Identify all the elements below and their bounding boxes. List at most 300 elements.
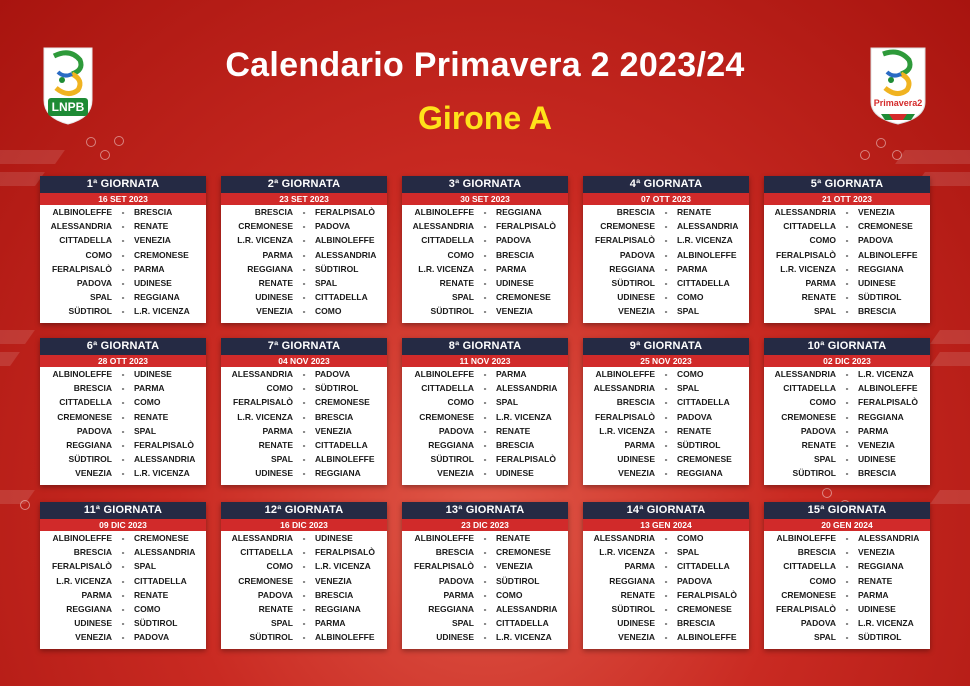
- away-team: VENEZIA: [315, 425, 352, 436]
- match-row: [583, 290, 749, 304]
- match-row: [221, 438, 387, 452]
- match-row: [583, 602, 749, 616]
- match-separator: -: [845, 603, 849, 614]
- match-separator: -: [845, 411, 849, 422]
- home-team: ALESSANDRIA: [593, 383, 655, 394]
- match-separator: -: [483, 397, 487, 408]
- home-team: ALESSANDRIA: [50, 221, 112, 232]
- home-team: PADOVA: [257, 589, 293, 600]
- home-team: SPAL: [813, 632, 836, 643]
- match-separator: -: [845, 249, 849, 260]
- home-team: FERALPISALÒ: [776, 249, 836, 260]
- match-separator: -: [664, 618, 668, 629]
- home-team: L.R. VICENZA: [599, 425, 655, 436]
- home-team: PADOVA: [438, 425, 474, 436]
- away-team: ALBINOLEFFE: [677, 249, 737, 260]
- match-separator: -: [483, 561, 487, 572]
- home-team: VENEZIA: [618, 632, 655, 643]
- match-row: [583, 616, 749, 630]
- home-team: BRESCIA: [797, 547, 836, 558]
- match-separator: -: [664, 292, 668, 303]
- away-team: VENEZIA: [858, 207, 895, 217]
- match-separator: -: [483, 235, 487, 246]
- match-separator: -: [845, 306, 849, 317]
- away-team: FERALPISALÒ: [496, 454, 556, 465]
- match-row: [402, 262, 568, 276]
- round-title: 1ª GIORNATA: [40, 176, 206, 193]
- away-team: BRESCIA: [134, 207, 173, 217]
- away-team: PARMA: [315, 618, 346, 629]
- round-title: 7ª GIORNATA: [221, 338, 387, 355]
- match-row: [221, 276, 387, 290]
- away-team: L.R. VICENZA: [677, 235, 733, 246]
- home-team: SÜDTIROL: [68, 454, 112, 465]
- home-team: COMO: [447, 397, 474, 408]
- match-separator: -: [483, 306, 487, 317]
- home-team: RENATE: [801, 439, 836, 450]
- round-date: 23 SET 2023: [221, 193, 387, 205]
- home-team: PARMA: [81, 589, 112, 600]
- match-separator: -: [121, 221, 125, 232]
- match-row: [764, 233, 930, 247]
- match-row: [402, 395, 568, 409]
- home-team: CITTADELLA: [783, 221, 836, 232]
- away-team: ALESSANDRIA: [315, 249, 377, 260]
- away-team: ALBINOLEFFE: [858, 383, 918, 394]
- match-row: [583, 248, 749, 262]
- match-row: [402, 290, 568, 304]
- match-separator: -: [483, 618, 487, 629]
- match-row: [402, 233, 568, 247]
- away-team: RENATE: [496, 425, 531, 436]
- round-card: [764, 338, 930, 485]
- round-title: 15ª GIORNATA: [764, 502, 930, 519]
- home-team: REGGIANA: [609, 263, 655, 274]
- page-subtitle: Girone A: [418, 100, 552, 136]
- match-row: [583, 531, 749, 545]
- home-team: SPAL: [89, 292, 112, 303]
- round-date: 13 GEN 2024: [583, 519, 749, 531]
- home-team: CITTADELLA: [421, 383, 474, 394]
- away-team: CITTADELLA: [496, 618, 549, 629]
- match-row: [221, 466, 387, 480]
- match-row: [40, 452, 206, 466]
- away-team: FERALPISALÒ: [134, 439, 194, 450]
- home-team: UDINESE: [617, 454, 655, 465]
- page-title: Calendario Primavera 2 2023/24: [225, 46, 745, 84]
- home-team: BRESCIA: [254, 207, 293, 217]
- match-row: [221, 248, 387, 262]
- home-team: UDINESE: [436, 632, 474, 643]
- match-separator: -: [664, 207, 668, 217]
- round-date: 30 SET 2023: [402, 193, 568, 205]
- home-team: FERALPISALÒ: [233, 397, 293, 408]
- match-row: [764, 452, 930, 466]
- match-separator: -: [664, 397, 668, 408]
- match-separator: -: [483, 603, 487, 614]
- match-separator: -: [121, 454, 125, 465]
- away-team: RENATE: [134, 221, 169, 232]
- match-separator: -: [302, 235, 306, 246]
- match-separator: -: [845, 221, 849, 232]
- schedule-grid: [40, 176, 935, 651]
- round-date: 25 NOV 2023: [583, 355, 749, 367]
- round-date: 11 NOV 2023: [402, 355, 568, 367]
- match-separator: -: [302, 468, 306, 479]
- match-separator: -: [302, 589, 306, 600]
- home-team: ALBINOLEFFE: [595, 369, 655, 379]
- away-team: PARMA: [134, 383, 165, 394]
- home-team: PADOVA: [800, 618, 836, 629]
- away-team: CREMONESE: [134, 249, 189, 260]
- match-separator: -: [121, 618, 125, 629]
- match-separator: -: [845, 632, 849, 643]
- home-team: SPAL: [813, 306, 836, 317]
- round-card: [583, 176, 749, 323]
- home-team: VENEZIA: [256, 306, 293, 317]
- match-row: [583, 424, 749, 438]
- home-team: L.R. VICENZA: [418, 263, 474, 274]
- match-separator: -: [302, 221, 306, 232]
- match-separator: -: [845, 561, 849, 572]
- match-row: [583, 559, 749, 573]
- away-team: SÜDTIROL: [496, 575, 540, 586]
- match-row: [402, 616, 568, 630]
- home-team: ALESSANDRIA: [412, 221, 474, 232]
- match-separator: -: [845, 292, 849, 303]
- away-team: UDINESE: [496, 277, 534, 288]
- away-team: ALESSANDRIA: [496, 383, 558, 394]
- away-team: COMO: [134, 603, 161, 614]
- home-team: REGGIANA: [66, 439, 112, 450]
- match-row: [764, 438, 930, 452]
- match-separator: -: [664, 306, 668, 317]
- home-team: L.R. VICENZA: [599, 547, 655, 558]
- lnpb-logo-text: LNPB: [51, 100, 85, 114]
- away-team: RENATE: [496, 533, 531, 543]
- round-title: 6ª GIORNATA: [40, 338, 206, 355]
- home-team: FERALPISALÒ: [595, 411, 655, 422]
- match-row: [402, 304, 568, 318]
- away-team: ALBINOLEFFE: [315, 235, 375, 246]
- away-team: REGGIANA: [858, 561, 904, 572]
- match-separator: -: [845, 439, 849, 450]
- match-separator: -: [845, 454, 849, 465]
- home-team: PADOVA: [800, 425, 836, 436]
- away-team: SPAL: [134, 561, 157, 572]
- away-team: ALBINOLEFFE: [315, 454, 375, 465]
- home-team: UDINESE: [255, 468, 293, 479]
- round-title: 10ª GIORNATA: [764, 338, 930, 355]
- home-team: VENEZIA: [75, 632, 112, 643]
- match-separator: -: [302, 249, 306, 260]
- away-team: BRESCIA: [677, 618, 716, 629]
- away-team: L.R. VICENZA: [134, 306, 190, 317]
- match-separator: -: [845, 235, 849, 246]
- home-team: UDINESE: [617, 292, 655, 303]
- home-team: PADOVA: [76, 277, 112, 288]
- match-row: [40, 233, 206, 247]
- match-separator: -: [483, 439, 487, 450]
- home-team: PARMA: [443, 589, 474, 600]
- home-team: REGGIANA: [428, 603, 474, 614]
- match-row: [221, 381, 387, 395]
- match-separator: -: [664, 454, 668, 465]
- match-row: [764, 545, 930, 559]
- match-separator: -: [845, 589, 849, 600]
- round-date: 28 OTT 2023: [40, 355, 206, 367]
- away-team: SÜDTIROL: [677, 439, 721, 450]
- away-team: ALBINOLEFFE: [677, 632, 737, 643]
- match-row: [40, 574, 206, 588]
- home-team: RENATE: [258, 603, 293, 614]
- match-row: [764, 424, 930, 438]
- away-team: PARMA: [496, 369, 527, 379]
- match-row: [221, 574, 387, 588]
- match-row: [221, 205, 387, 219]
- away-team: CITTADELLA: [677, 397, 730, 408]
- home-team: ALESSANDRIA: [774, 207, 836, 217]
- away-team: UDINESE: [134, 369, 172, 379]
- match-separator: -: [302, 439, 306, 450]
- match-row: [583, 381, 749, 395]
- away-team: FERALPISALÒ: [315, 547, 375, 558]
- away-team: FERALPISALÒ: [677, 589, 737, 600]
- home-team: RENATE: [801, 292, 836, 303]
- match-separator: -: [483, 533, 487, 543]
- away-team: REGGIANA: [315, 603, 361, 614]
- match-separator: -: [302, 454, 306, 465]
- match-separator: -: [121, 277, 125, 288]
- match-row: [402, 276, 568, 290]
- match-separator: -: [302, 277, 306, 288]
- away-team: ALESSANDRIA: [496, 603, 558, 614]
- away-team: SPAL: [677, 383, 700, 394]
- away-team: RENATE: [858, 575, 893, 586]
- match-row: [583, 438, 749, 452]
- match-separator: -: [302, 575, 306, 586]
- match-separator: -: [302, 632, 306, 643]
- match-separator: -: [664, 439, 668, 450]
- away-team: PADOVA: [134, 632, 170, 643]
- away-team: CREMONESE: [677, 454, 732, 465]
- match-row: [402, 466, 568, 480]
- home-team: SÜDTIROL: [611, 603, 655, 614]
- away-team: RENATE: [134, 411, 169, 422]
- match-row: [402, 602, 568, 616]
- match-row: [40, 559, 206, 573]
- match-separator: -: [845, 547, 849, 558]
- match-row: [583, 304, 749, 318]
- match-row: [40, 262, 206, 276]
- match-separator: -: [483, 468, 487, 479]
- away-team: CITTADELLA: [677, 277, 730, 288]
- match-row: [402, 424, 568, 438]
- home-team: SPAL: [451, 618, 474, 629]
- away-team: SÜDTIROL: [858, 632, 902, 643]
- home-team: RENATE: [620, 589, 655, 600]
- match-row: [40, 205, 206, 219]
- match-row: [764, 559, 930, 573]
- match-row: [402, 219, 568, 233]
- home-team: CITTADELLA: [240, 547, 293, 558]
- away-team: SÜDTIROL: [315, 383, 359, 394]
- match-row: [40, 466, 206, 480]
- match-row: [583, 630, 749, 644]
- away-team: UDINESE: [858, 277, 896, 288]
- match-separator: -: [483, 411, 487, 422]
- away-team: FERALPISALÒ: [858, 397, 918, 408]
- away-team: PARMA: [677, 263, 708, 274]
- round-date: 16 DIC 2023: [221, 519, 387, 531]
- round-date: 21 OTT 2023: [764, 193, 930, 205]
- home-team: REGGIANA: [428, 439, 474, 450]
- home-team: RENATE: [258, 277, 293, 288]
- match-separator: -: [302, 533, 306, 543]
- home-team: CITTADELLA: [783, 383, 836, 394]
- match-separator: -: [121, 589, 125, 600]
- match-separator: -: [845, 425, 849, 436]
- match-separator: -: [483, 547, 487, 558]
- match-row: [40, 248, 206, 262]
- match-separator: -: [302, 263, 306, 274]
- round-title: 8ª GIORNATA: [402, 338, 568, 355]
- home-team: SPAL: [270, 618, 293, 629]
- round-title: 13ª GIORNATA: [402, 502, 568, 519]
- away-team: PADOVA: [496, 235, 532, 246]
- home-team: FERALPISALÒ: [595, 235, 655, 246]
- home-team: SÜDTIROL: [249, 632, 293, 643]
- away-team: COMO: [677, 292, 704, 303]
- match-row: [40, 381, 206, 395]
- match-separator: -: [845, 618, 849, 629]
- match-row: [764, 602, 930, 616]
- home-team: PADOVA: [76, 425, 112, 436]
- away-team: L.R. VICENZA: [858, 618, 914, 629]
- match-row: [402, 574, 568, 588]
- away-team: CREMONESE: [677, 603, 732, 614]
- match-row: [764, 574, 930, 588]
- match-separator: -: [664, 632, 668, 643]
- home-team: COMO: [85, 249, 112, 260]
- match-separator: -: [483, 369, 487, 379]
- home-team: CREMONESE: [600, 221, 655, 232]
- away-team: CITTADELLA: [677, 561, 730, 572]
- match-separator: -: [121, 439, 125, 450]
- match-row: [402, 452, 568, 466]
- match-row: [221, 616, 387, 630]
- away-team: REGGIANA: [315, 468, 361, 479]
- match-row: [221, 452, 387, 466]
- home-team: L.R. VICENZA: [780, 263, 836, 274]
- away-team: RENATE: [134, 589, 169, 600]
- match-row: [221, 531, 387, 545]
- home-team: FERALPISALÒ: [776, 603, 836, 614]
- home-team: COMO: [266, 561, 293, 572]
- away-team: PADOVA: [315, 221, 351, 232]
- match-separator: -: [121, 292, 125, 303]
- match-row: [221, 588, 387, 602]
- match-row: [764, 276, 930, 290]
- away-team: SPAL: [496, 397, 519, 408]
- round-date: 20 GEN 2024: [764, 519, 930, 531]
- away-team: BRESCIA: [858, 468, 897, 479]
- away-team: UDINESE: [315, 533, 353, 543]
- match-separator: -: [302, 383, 306, 394]
- round-title: 12ª GIORNATA: [221, 502, 387, 519]
- match-separator: -: [121, 425, 125, 436]
- away-team: BRESCIA: [496, 249, 535, 260]
- home-team: L.R. VICENZA: [237, 411, 293, 422]
- away-team: L.R. VICENZA: [858, 369, 914, 379]
- round-card: [402, 176, 568, 323]
- home-team: ALESSANDRIA: [593, 533, 655, 543]
- match-separator: -: [483, 454, 487, 465]
- away-team: ALBINOLEFFE: [315, 632, 375, 643]
- match-row: [764, 381, 930, 395]
- away-team: REGGIANA: [858, 263, 904, 274]
- match-separator: -: [121, 533, 125, 543]
- away-team: SPAL: [677, 306, 700, 317]
- match-row: [221, 424, 387, 438]
- home-team: SPAL: [813, 454, 836, 465]
- match-separator: -: [121, 383, 125, 394]
- home-team: BRESCIA: [435, 547, 474, 558]
- away-team: SPAL: [677, 547, 700, 558]
- away-team: BRESCIA: [315, 589, 354, 600]
- away-team: ALESSANDRIA: [677, 221, 739, 232]
- away-team: CITTADELLA: [315, 439, 368, 450]
- home-team: SÜDTIROL: [611, 277, 655, 288]
- match-separator: -: [664, 561, 668, 572]
- match-separator: -: [121, 306, 125, 317]
- match-separator: -: [121, 263, 125, 274]
- away-team: L.R. VICENZA: [315, 561, 371, 572]
- match-row: [583, 233, 749, 247]
- home-team: FERALPISALÒ: [52, 263, 112, 274]
- match-separator: -: [302, 425, 306, 436]
- home-team: PARMA: [262, 425, 293, 436]
- away-team: COMO: [677, 369, 704, 379]
- away-team: REGGIANA: [677, 468, 723, 479]
- match-row: [583, 588, 749, 602]
- round-date: 23 DIC 2023: [402, 519, 568, 531]
- round-date: 16 SET 2023: [40, 193, 206, 205]
- match-row: [40, 588, 206, 602]
- home-team: UDINESE: [255, 292, 293, 303]
- home-team: ALBINOLEFFE: [414, 207, 474, 217]
- match-row: [40, 367, 206, 381]
- home-team: VENEZIA: [618, 306, 655, 317]
- away-team: VENEZIA: [315, 575, 352, 586]
- match-separator: -: [664, 425, 668, 436]
- home-team: FERALPISALÒ: [52, 561, 112, 572]
- away-team: L.R. VICENZA: [134, 468, 190, 479]
- match-row: [40, 424, 206, 438]
- match-row: [764, 367, 930, 381]
- away-team: RENATE: [677, 207, 712, 217]
- match-separator: -: [121, 411, 125, 422]
- round-date: 04 NOV 2023: [221, 355, 387, 367]
- match-separator: -: [845, 369, 849, 379]
- match-row: [40, 438, 206, 452]
- match-separator: -: [483, 292, 487, 303]
- match-row: [764, 290, 930, 304]
- match-separator: -: [302, 561, 306, 572]
- match-row: [40, 545, 206, 559]
- away-team: UDINESE: [858, 603, 896, 614]
- match-separator: -: [302, 292, 306, 303]
